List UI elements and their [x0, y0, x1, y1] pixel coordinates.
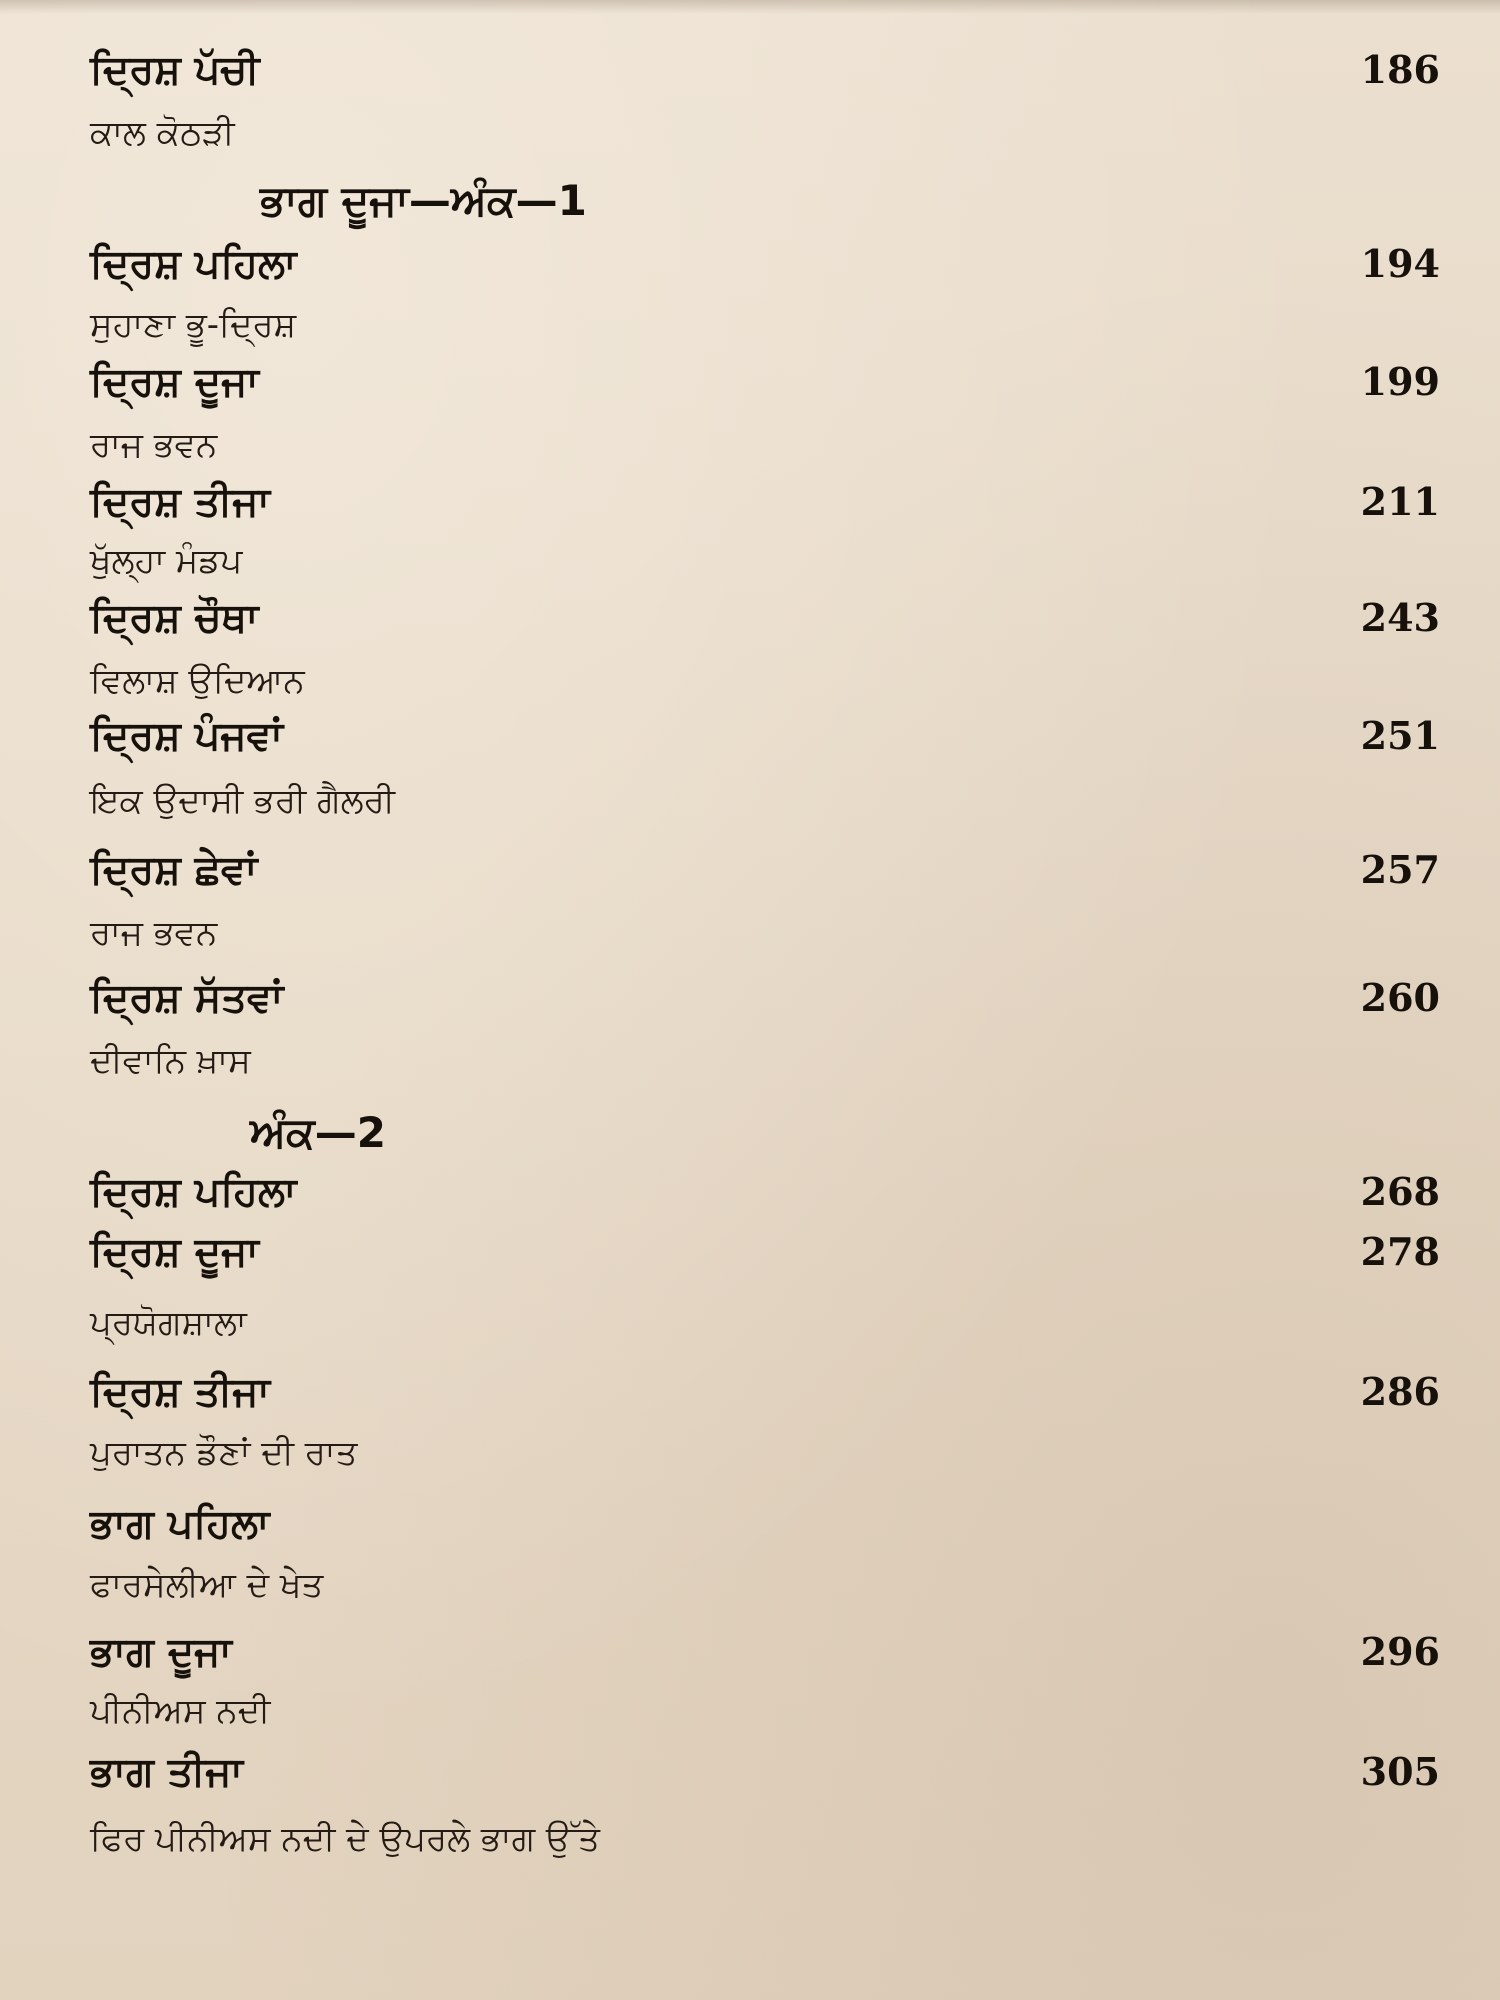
- toc-entry-page-number: 199: [1360, 359, 1440, 404]
- toc-entry-subtitle: ਰਾਜ ਭਵਨ: [90, 913, 218, 953]
- toc-entry-title: ਭਾਗ ਦੂਜਾ: [90, 1629, 232, 1675]
- toc-entry-subtitle: ਖੁੱਲ੍ਹਾ ਮੰਡਪ: [90, 541, 243, 581]
- toc-entry-title: ਦ੍ਰਿਸ਼ ਸੱਤਵਾਂ: [90, 975, 284, 1021]
- toc-entry-page-number: 260: [1360, 975, 1440, 1020]
- section-heading: ਭਾਗ ਦੂਜਾ—ਅੰਕ—1: [260, 176, 587, 225]
- toc-entry-page-number: 194: [1360, 241, 1440, 286]
- toc-entry-subtitle: ਇਕ ਉਦਾਸੀ ਭਰੀ ਗੈਲਰੀ: [90, 781, 395, 821]
- toc-entry-page-number: 268: [1360, 1169, 1440, 1214]
- toc-entry-page-number: 211: [1360, 479, 1440, 524]
- toc-entry-subtitle: ਪ੍ਰਯੋਗਸ਼ਾਲਾ: [90, 1303, 247, 1343]
- toc-entry-subtitle: ਦੀਵਾਨਿ ਖ਼ਾਸ: [90, 1041, 251, 1081]
- toc-entry-title: ਦ੍ਰਿਸ਼ ਪਹਿਲਾ: [90, 1169, 297, 1215]
- toc-entry-title: ਦ੍ਰਿਸ਼ ਦੂਜਾ: [90, 359, 259, 405]
- toc-entry-title: ਦ੍ਰਿਸ਼ ਪੱਚੀ: [90, 47, 260, 93]
- toc-entry-title: ਦ੍ਰਿਸ਼ ਤੀਜਾ: [90, 1369, 270, 1415]
- toc-entry-page-number: 186: [1360, 47, 1440, 92]
- section-heading: ਅੰਕ—2: [250, 1108, 386, 1157]
- toc-entry-subtitle: ਕਾਲ ਕੋਠੜੀ: [90, 113, 235, 153]
- toc-entry-title: ਦ੍ਰਿਸ਼ ਪਹਿਲਾ: [90, 241, 297, 287]
- toc-entry-page-number: 257: [1360, 847, 1440, 892]
- toc-entry-title: ਦ੍ਰਿਸ਼ ਤੀਜਾ: [90, 479, 270, 525]
- toc-entry-subtitle: ਪੁਰਾਤਨ ਡੌਣਾਂ ਦੀ ਰਾਤ: [90, 1433, 358, 1473]
- toc-entry-title: ਦ੍ਰਿਸ਼ ਦੂਜਾ: [90, 1229, 259, 1275]
- toc-entry-page-number: 296: [1360, 1629, 1440, 1674]
- toc-entry-subtitle: ਪੀਨੀਅਸ ਨਦੀ: [90, 1691, 271, 1731]
- toc-entry-title: ਦ੍ਰਿਸ਼ ਪੰਜਵਾਂ: [90, 713, 284, 759]
- toc-entry-title: ਭਾਗ ਪਹਿਲਾ: [90, 1501, 270, 1547]
- toc-entry-page-number: 243: [1360, 595, 1440, 640]
- toc-entry-title: ਦ੍ਰਿਸ਼ ਚੌਥਾ: [90, 595, 259, 641]
- toc-entry-title: ਭਾਗ ਤੀਜਾ: [90, 1749, 243, 1795]
- toc-entry-title: ਦ੍ਰਿਸ਼ ਛੇਵਾਂ: [90, 847, 258, 893]
- toc-entry-page-number: 251: [1360, 713, 1440, 758]
- toc-entry-page-number: 278: [1360, 1229, 1440, 1274]
- toc-entry-subtitle: ਫਿਰ ਪੀਨੀਅਸ ਨਦੀ ਦੇ ਉਪਰਲੇ ਭਾਗ ਉੱਤੇ: [90, 1819, 600, 1859]
- toc-entry-subtitle: ਫਾਰਸੇਲੀਆ ਦੇ ਖੇਤ: [90, 1565, 324, 1605]
- toc-entry-subtitle: ਸੁਹਾਣਾ ਭੂ-ਦ੍ਰਿਸ਼: [90, 305, 297, 345]
- toc-entry-subtitle: ਵਿਲਾਸ਼ ਉਦਿਆਨ: [90, 661, 305, 701]
- toc-entry-page-number: 305: [1360, 1749, 1440, 1794]
- toc-entry-page-number: 286: [1360, 1369, 1440, 1414]
- toc-entry-subtitle: ਰਾਜ ਭਵਨ: [90, 425, 218, 465]
